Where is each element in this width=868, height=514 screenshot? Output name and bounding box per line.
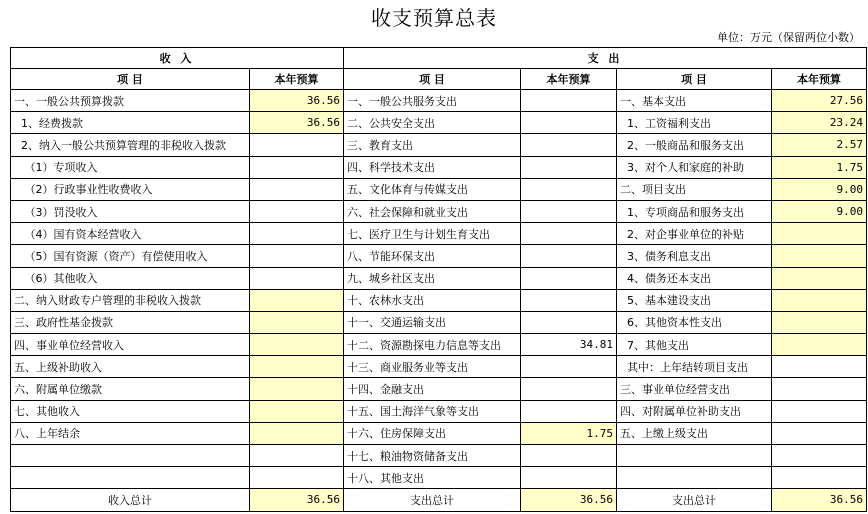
budget-table — [10, 47, 867, 512]
income-item-cell: 六、附属单位缴款 — [11, 378, 250, 400]
expense-budget-2-cell: 2.57 — [772, 134, 867, 156]
expense-budget-cell — [521, 90, 617, 112]
expense-budget-2-cell — [772, 400, 867, 422]
expense-budget-2-cell — [772, 267, 867, 289]
expense-budget-cell — [521, 467, 617, 489]
income-budget-cell — [250, 134, 344, 156]
expense-budget-2-cell — [772, 311, 867, 333]
expense-item-cell: 八、节能环保支出 — [344, 245, 521, 267]
expense-item-2-cell: 四、对附属单位补助支出 — [617, 400, 772, 422]
expense-budget-cell: 1.75 — [521, 422, 617, 444]
income-item-cell: 八、上年结余 — [11, 422, 250, 444]
expense-budget-cell — [521, 445, 617, 467]
expense-item-2-cell: 5、基本建设支出 — [617, 289, 772, 311]
header-row-sections — [11, 48, 867, 69]
expense-total-label-2: 支出总计 — [617, 489, 772, 511]
expense-total-value: 36.56 — [521, 489, 617, 511]
expense-item-cell: 十一、交通运输支出 — [344, 311, 521, 333]
expense-budget-2-cell: 1.75 — [772, 156, 867, 178]
table-row — [11, 134, 867, 156]
table-row — [11, 334, 867, 356]
expense-item-cell: 四、科学技术支出 — [344, 156, 521, 178]
income-item-cell: 三、政府性基金拨款 — [11, 311, 250, 333]
expense-item-cell: 十、农林水支出 — [344, 289, 521, 311]
income-budget-cell — [250, 223, 344, 245]
table-row — [11, 245, 867, 267]
table-row — [11, 112, 867, 134]
expense-item-2-cell: 五、上缴上级支出 — [617, 422, 772, 444]
income-item-cell: （4）国有资本经营收入 — [11, 223, 250, 245]
expense-budget-2-cell: 23.24 — [772, 112, 867, 134]
expense-item-2-cell: 6、其他资本性支出 — [617, 311, 772, 333]
expense-budget-cell — [521, 178, 617, 200]
income-item-cell: （2）行政事业性收费收入 — [11, 178, 250, 200]
page-title: 收支预算总表 — [371, 6, 497, 30]
expense-item-2-cell: 其中：上年结转项目支出 — [617, 356, 772, 378]
expense-total-label: 支出总计 — [344, 489, 521, 511]
expense-item-cell: 三、教育支出 — [344, 134, 521, 156]
table-row — [11, 422, 867, 444]
expense-budget-2-cell — [772, 378, 867, 400]
income-budget-cell — [250, 356, 344, 378]
income-item-header: 项 目 — [11, 69, 250, 90]
unit-note: 单位：万元（保留两位小数） — [717, 31, 860, 44]
expense-item-cell: 六、社会保障和就业支出 — [344, 200, 521, 222]
expense-budget-2-cell — [772, 245, 867, 267]
income-item-cell — [11, 445, 250, 467]
expense-item-2-cell — [617, 467, 772, 489]
income-item-cell: 四、事业单位经营收入 — [11, 334, 250, 356]
expense-item-cell: 九、城乡社区支出 — [344, 267, 521, 289]
income-item-cell: （6）其他收入 — [11, 267, 250, 289]
expense-item-cell: 十八、其他支出 — [344, 467, 521, 489]
expense-budget-2-cell — [772, 356, 867, 378]
income-item-cell — [11, 467, 250, 489]
expense-item-cell: 十七、粮油物资储备支出 — [344, 445, 521, 467]
expense-item-cell: 十四、金融支出 — [344, 378, 521, 400]
table-row — [11, 467, 867, 489]
income-item-cell: （5）国有资源（资产）有偿使用收入 — [11, 245, 250, 267]
expense-item-cell: 五、文化体育与传媒支出 — [344, 178, 521, 200]
expense-item-cell: 一、一般公共服务支出 — [344, 90, 521, 112]
expense-item-2-cell: 1、工资福利支出 — [617, 112, 772, 134]
expense-item-cell: 二、公共安全支出 — [344, 112, 521, 134]
expense-budget-2-cell — [772, 445, 867, 467]
table-row — [11, 400, 867, 422]
income-item-cell: 五、上级补助收入 — [11, 356, 250, 378]
expense-budget-2-cell — [772, 223, 867, 245]
income-section-header: 收 入 — [11, 48, 344, 69]
income-total-label: 收入总计 — [11, 489, 250, 511]
income-budget-cell — [250, 200, 344, 222]
expense-total-value-2: 36.56 — [772, 489, 867, 511]
expense-budget-2-cell: 9.00 — [772, 200, 867, 222]
expense-item-2-cell: 二、项目支出 — [617, 178, 772, 200]
expense-budget-2-cell: 27.56 — [772, 90, 867, 112]
expense-item-cell: 十六、住房保障支出 — [344, 422, 521, 444]
table-row — [11, 156, 867, 178]
income-budget-cell — [250, 289, 344, 311]
income-budget-cell — [250, 378, 344, 400]
expense-budget-2-cell — [772, 334, 867, 356]
expense-budget-cell — [521, 245, 617, 267]
income-budget-cell — [250, 156, 344, 178]
table-row — [11, 289, 867, 311]
expense-budget-2-cell — [772, 289, 867, 311]
expense-item-2-cell: 三、事业单位经营支出 — [617, 378, 772, 400]
income-budget-cell — [250, 422, 344, 444]
income-item-cell: 2、纳入一般公共预算管理的非税收入拨款 — [11, 134, 250, 156]
expense-budget-2-cell — [772, 467, 867, 489]
table-row — [11, 90, 867, 112]
income-budget-cell: 36.56 — [250, 112, 344, 134]
table-row — [11, 267, 867, 289]
expense-item-2-cell: 4、债务还本支出 — [617, 267, 772, 289]
expense-item-2-cell: 1、专项商品和服务支出 — [617, 200, 772, 222]
expense-item-header: 项 目 — [344, 69, 521, 90]
expense-budget-cell — [521, 289, 617, 311]
expense-budget-cell — [521, 223, 617, 245]
income-budget-cell — [250, 334, 344, 356]
expense-budget-cell — [521, 134, 617, 156]
expense-budget-cell — [521, 112, 617, 134]
income-budget-cell — [250, 467, 344, 489]
table-row — [11, 178, 867, 200]
income-item-cell: （1）专项收入 — [11, 156, 250, 178]
expense-item-2-cell: 一、基本支出 — [617, 90, 772, 112]
income-budget-cell — [250, 245, 344, 267]
expense-item-2-cell: 2、一般商品和服务支出 — [617, 134, 772, 156]
expense-budget-cell — [521, 200, 617, 222]
expense-item-cell: 十三、商业服务业等支出 — [344, 356, 521, 378]
income-budget-cell: 36.56 — [250, 90, 344, 112]
totals-row — [11, 489, 867, 511]
income-item-cell: 二、纳入财政专户管理的非税收入拨款 — [11, 289, 250, 311]
expense-budget-header-2: 本年预算 — [772, 69, 867, 90]
expense-item-cell: 七、医疗卫生与计划生育支出 — [344, 223, 521, 245]
expense-item-2-cell: 7、其他支出 — [617, 334, 772, 356]
income-budget-header: 本年预算 — [250, 69, 344, 90]
expense-budget-cell — [521, 156, 617, 178]
income-item-cell: （3）罚没收入 — [11, 200, 250, 222]
expense-item-cell: 十五、国土海洋气象等支出 — [344, 400, 521, 422]
income-budget-cell — [250, 311, 344, 333]
table-row — [11, 223, 867, 245]
income-item-cell: 七、其他收入 — [11, 400, 250, 422]
expense-budget-cell — [521, 311, 617, 333]
table-row — [11, 445, 867, 467]
expense-item-2-cell: 2、对企事业单位的补贴 — [617, 223, 772, 245]
expense-budget-cell: 34.81 — [521, 334, 617, 356]
expense-budget-cell — [521, 267, 617, 289]
table-row — [11, 356, 867, 378]
expense-budget-2-cell: 9.00 — [772, 178, 867, 200]
expense-section-header: 支 出 — [344, 48, 867, 69]
expense-item-2-cell: 3、对个人和家庭的补助 — [617, 156, 772, 178]
income-budget-cell — [250, 400, 344, 422]
expense-budget-cell — [521, 400, 617, 422]
expense-budget-header: 本年预算 — [521, 69, 617, 90]
expense-item-2-cell — [617, 445, 772, 467]
table-row — [11, 378, 867, 400]
income-total-value: 36.56 — [250, 489, 344, 511]
income-item-cell: 一、一般公共预算拨款 — [11, 90, 250, 112]
income-budget-cell — [250, 267, 344, 289]
header-row-columns — [11, 69, 867, 90]
expense-item-2-cell: 3、债务利息支出 — [617, 245, 772, 267]
income-item-cell: 1、经费拨款 — [11, 112, 250, 134]
expense-item-cell: 十二、资源勘探电力信息等支出 — [344, 334, 521, 356]
expense-budget-cell — [521, 378, 617, 400]
expense-budget-cell — [521, 356, 617, 378]
table-row — [11, 311, 867, 333]
expense-budget-2-cell — [772, 422, 867, 444]
table-row — [11, 200, 867, 222]
expense-item-header-2: 项 目 — [617, 69, 772, 90]
income-budget-cell — [250, 445, 344, 467]
income-budget-cell — [250, 178, 344, 200]
